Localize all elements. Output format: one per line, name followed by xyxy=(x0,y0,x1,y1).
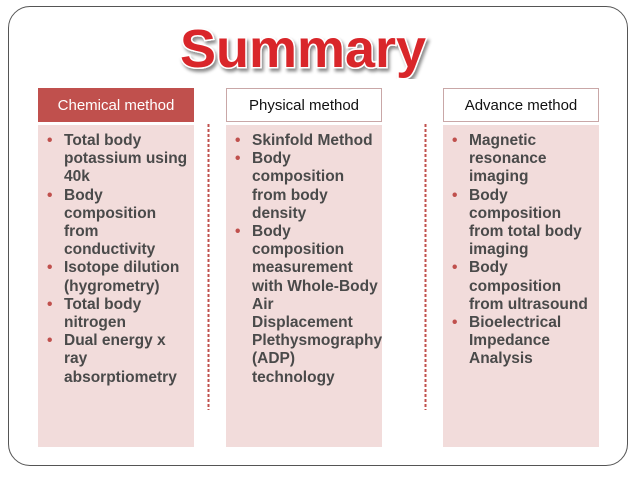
column-body xyxy=(226,125,382,447)
column-header: Chemical method xyxy=(38,88,194,122)
column-chemical xyxy=(38,88,194,447)
column-divider xyxy=(424,124,427,410)
list-item: • Body composition measurement with Whole-Body Air Displacement Plethysmography (ADP) technology xyxy=(232,223,378,387)
bullet-list xyxy=(232,132,383,387)
column-advance xyxy=(443,88,599,447)
list-item: • Total body potassium using 40k xyxy=(44,132,190,187)
list-item: • Isotope dilution (hygrometry) xyxy=(44,259,190,295)
list-item: • Magnetic resonance imaging xyxy=(449,132,595,187)
column-physical xyxy=(226,88,382,447)
bullet-list xyxy=(44,132,190,387)
bullet-list xyxy=(449,132,595,369)
column-header: Physical method xyxy=(226,88,382,122)
list-item: • Body composition from ultrasound xyxy=(449,259,595,314)
list-item: • Body composition from total body imaging xyxy=(449,187,595,260)
column-divider xyxy=(207,124,210,410)
list-item: • Body composition from body density xyxy=(232,150,378,223)
column-body xyxy=(443,125,599,447)
column-header: Advance method xyxy=(443,88,599,122)
title-graphic xyxy=(0,15,638,79)
title-area xyxy=(0,15,638,79)
page-title: Summary xyxy=(179,19,427,79)
list-item: • Dual energy x ray absorptiometry xyxy=(44,332,190,387)
list-item: • Total body nitrogen xyxy=(44,296,190,332)
list-item: • Skinfold Method xyxy=(232,132,378,150)
list-item: • Bioelectrical Impedance Analysis xyxy=(449,314,595,369)
list-item: • Body composition from conductivity xyxy=(44,187,190,260)
column-body xyxy=(38,125,194,447)
